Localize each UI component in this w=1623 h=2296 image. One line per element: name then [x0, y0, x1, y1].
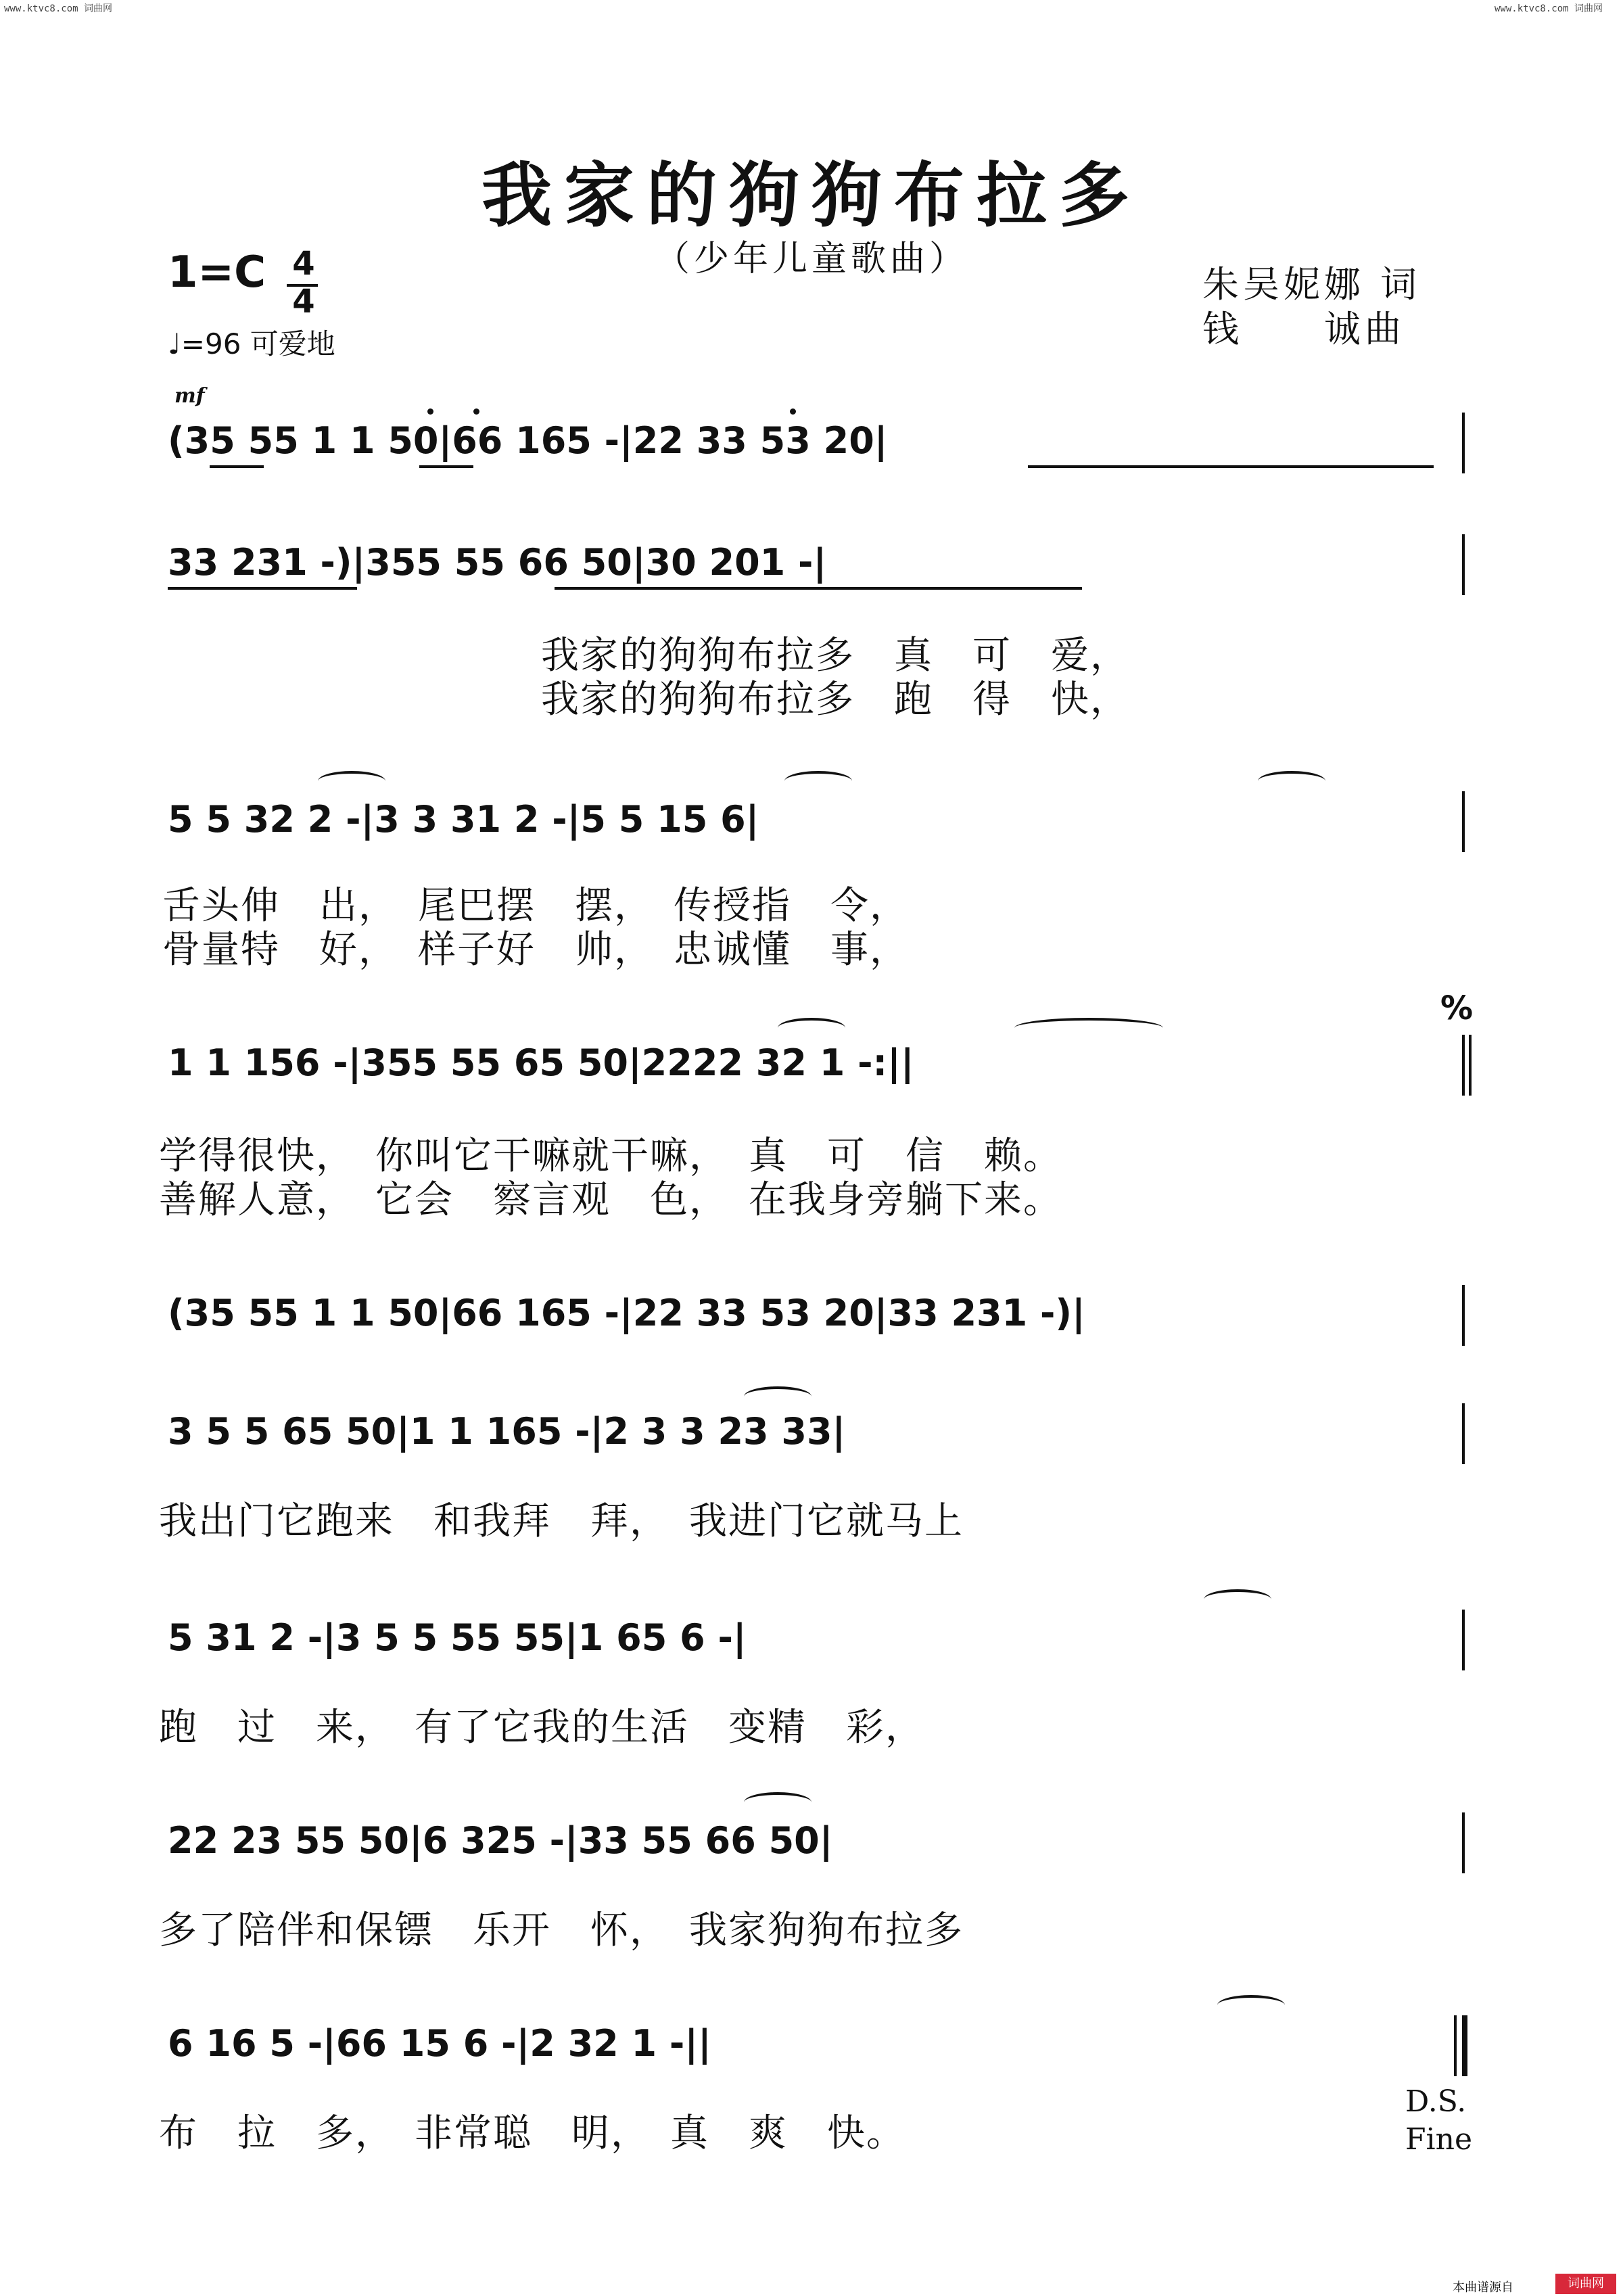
- bar-line: [1462, 791, 1465, 852]
- beam-underline: [1028, 465, 1434, 468]
- bar-line: [1462, 1035, 1465, 1096]
- beam-underline: [210, 465, 264, 468]
- footer-logo[interactable]: 词曲网: [1555, 2274, 1616, 2294]
- bar-line: [1469, 1035, 1472, 1096]
- composer-credit: 钱 诚曲: [1202, 308, 1405, 350]
- slur-mark: [744, 1792, 812, 1812]
- key-signature: 1=C: [168, 248, 266, 298]
- slur-mark: [744, 1386, 812, 1407]
- notation-row-7: 5 31 2 -|3 5 5 55 55|1 65 6 -|: [168, 1616, 747, 1659]
- lyric-row-4-verse-1: 学得很快， 你叫它干嘛就干嘛， 真 可 信 赖。: [159, 1134, 1062, 1178]
- slur-mark: [318, 771, 385, 791]
- slur-mark: [1258, 771, 1325, 791]
- time-signature-top: 4: [292, 245, 315, 283]
- high-octave-dot: [790, 408, 796, 415]
- high-octave-dot: [427, 408, 433, 415]
- site-watermark-left: www.ktvc8.com 词曲网: [4, 3, 113, 14]
- bar-line: [1462, 534, 1465, 595]
- song-title: 我家的狗狗布拉多: [481, 154, 1142, 237]
- bar-line: [1462, 1812, 1465, 1873]
- final-bar-line: [1462, 2015, 1467, 2076]
- slur-mark: [1217, 1995, 1285, 2015]
- time-signature-bottom: 4: [292, 283, 315, 321]
- dynamic-marking: mf: [174, 384, 205, 408]
- high-octave-dot: [473, 408, 479, 415]
- lyricist-credit: 朱吴妮娜 词: [1202, 263, 1421, 306]
- lyric-row-3-verse-2: 骨量特 好， 样子好 帅， 忠诚懂 事，: [162, 928, 909, 972]
- lyric-row-8: 多了陪伴和保镖 乐开 怀， 我家狗狗布拉多: [159, 1908, 964, 1952]
- lyric-row-4-verse-2: 善解人意， 它会 察言观 色， 在我身旁躺下来。: [159, 1178, 1062, 1222]
- lyric-row-2-verse-2: 我家的狗狗布拉多 跑 得 快，: [541, 678, 1129, 722]
- lyric-row-7: 跑 过 来， 有了它我的生活 变精 彩，: [159, 1706, 924, 1750]
- notation-row-4: 1 1 156 -|355 55 65 50|2222 32 1 -:||: [168, 1041, 914, 1084]
- bar-line: [1462, 1285, 1465, 1346]
- slur-mark: [778, 1018, 845, 1038]
- notation-row-5: (35 55 1 1 50|66 165 -|22 33 53 20|33 231 -)|: [168, 1292, 1085, 1334]
- slur-mark: [784, 771, 852, 791]
- slur-mark: [1204, 1589, 1271, 1610]
- bar-line: [1462, 1403, 1465, 1464]
- bar-line: [1462, 413, 1465, 473]
- segno-sign: %: [1440, 989, 1474, 1027]
- lyric-row-6: 我出门它跑来 和我拜 拜， 我进门它就马上: [159, 1499, 964, 1543]
- beam-underline: [555, 587, 1082, 590]
- fine-mark: Fine: [1405, 2122, 1472, 2157]
- lyric-row-9: 布 拉 多， 非常聪 明， 真 爽 快。: [159, 2111, 905, 2155]
- footer-source-text: 本曲谱源自: [1453, 2280, 1513, 2295]
- notation-row-8: 22 23 55 50|6 325 -|33 55 66 50|: [168, 1819, 833, 1862]
- notation-row-1: (35 55 1 1 50|66 165 -|22 33 53 20|: [168, 419, 888, 462]
- site-watermark-right: www.ktvc8.com 词曲网: [1495, 3, 1603, 14]
- bar-line: [1454, 2015, 1457, 2076]
- tempo-marking: ♩=96 可爱地: [168, 327, 335, 360]
- beam-underline: [168, 587, 357, 590]
- bar-line: [1462, 1610, 1465, 1670]
- lyric-row-2-verse-1: 我家的狗狗布拉多 真 可 爱，: [541, 634, 1129, 678]
- lyric-row-3-verse-1: 舌头伸 出， 尾巴摆 摆， 传授指 令，: [162, 884, 909, 928]
- notation-row-2: 33 231 -)|355 55 66 50|30 201 -|: [168, 541, 827, 584]
- notation-row-9: 6 16 5 -|66 15 6 -|2 32 1 -||: [168, 2022, 711, 2065]
- notation-row-3: 5 5 32 2 -|3 3 31 2 -|5 5 15 6|: [168, 798, 759, 841]
- notation-row-6: 3 5 5 65 50|1 1 165 -|2 3 3 23 33|: [168, 1410, 846, 1453]
- slur-mark: [1014, 1018, 1163, 1038]
- dal-segno-mark: D.S.: [1405, 2084, 1467, 2119]
- beam-underline: [419, 465, 473, 468]
- song-subtitle: （少年儿童歌曲）: [654, 239, 968, 279]
